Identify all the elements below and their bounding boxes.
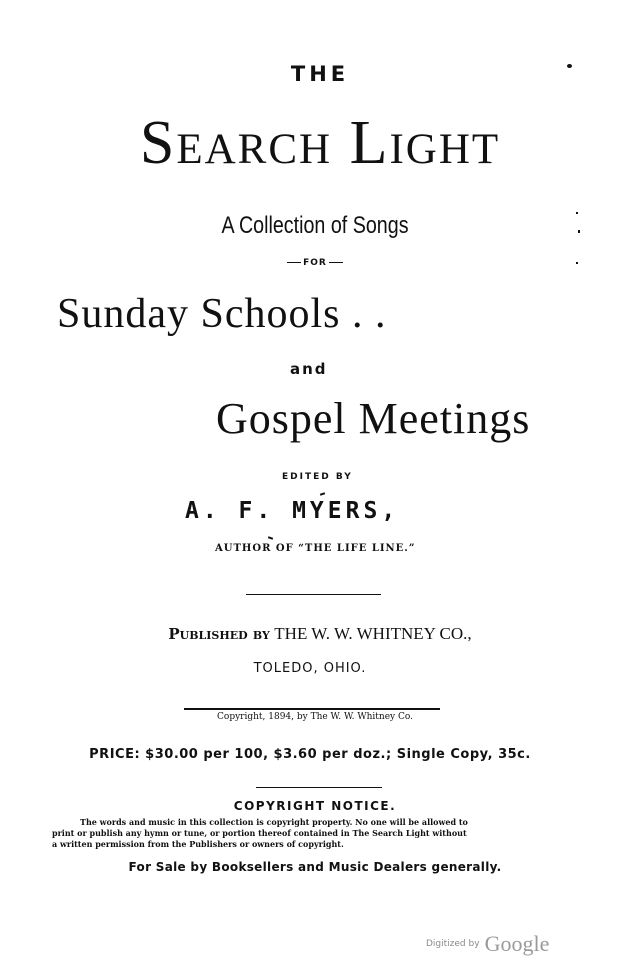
copyright-line: Copyright, 1894, by The W. W. Whitney Co. [217,712,413,722]
google-logo: Google [484,931,550,956]
print-speck [320,492,325,496]
print-speck [576,212,578,214]
published-by-label: Published by [168,625,270,643]
divider-rule [184,708,440,710]
publisher-city: TOLEDO, OHIO. [253,661,367,676]
digitized-by-google-watermark [426,931,549,957]
publisher-line [0,624,640,644]
notice-line: a written permission from the Publishers or owners of copyright. [52,839,344,849]
edited-by-label: EDITED BY [282,472,353,482]
subtitle: A Collection of Songs [221,212,409,239]
divider-rule [246,594,381,595]
print-speck [578,230,580,233]
digitized-by-label: Digitized by [426,939,480,949]
print-speck [576,262,578,264]
copyright-notice-heading: COPYRIGHT NOTICE. [233,799,397,813]
line-gospel-meetings: Gospel Meetings [216,394,531,443]
title-the: THE [290,62,350,86]
editor-name: A. F. MYERS, [185,498,400,524]
print-speck [567,64,572,68]
divider-rule [256,787,382,788]
copyright-notice-body [52,817,572,850]
publisher-name: THE W. W. WHITNEY CO., [274,624,472,643]
for-label: FOR [285,258,345,268]
book-title: Search Light [139,109,501,177]
and-label: and [290,360,328,378]
sale-line: For Sale by Booksellers and Music Dealers generally. [128,860,502,874]
notice-line: print or publish any hymn or tune, or portion thereof contained in The Search Light without [52,828,467,838]
line-sunday-schools: Sunday Schools . . [57,291,387,337]
print-speck [268,536,273,540]
notice-line: The words and music in this collection is copyright property. No one will be allowed to [80,817,468,827]
price-line: PRICE: $30.00 per 100, $3.60 per doz.; Single Copy, 35c. [89,747,531,762]
author-of-line: AUTHOR OF “THE LIFE LINE.” [215,543,416,554]
